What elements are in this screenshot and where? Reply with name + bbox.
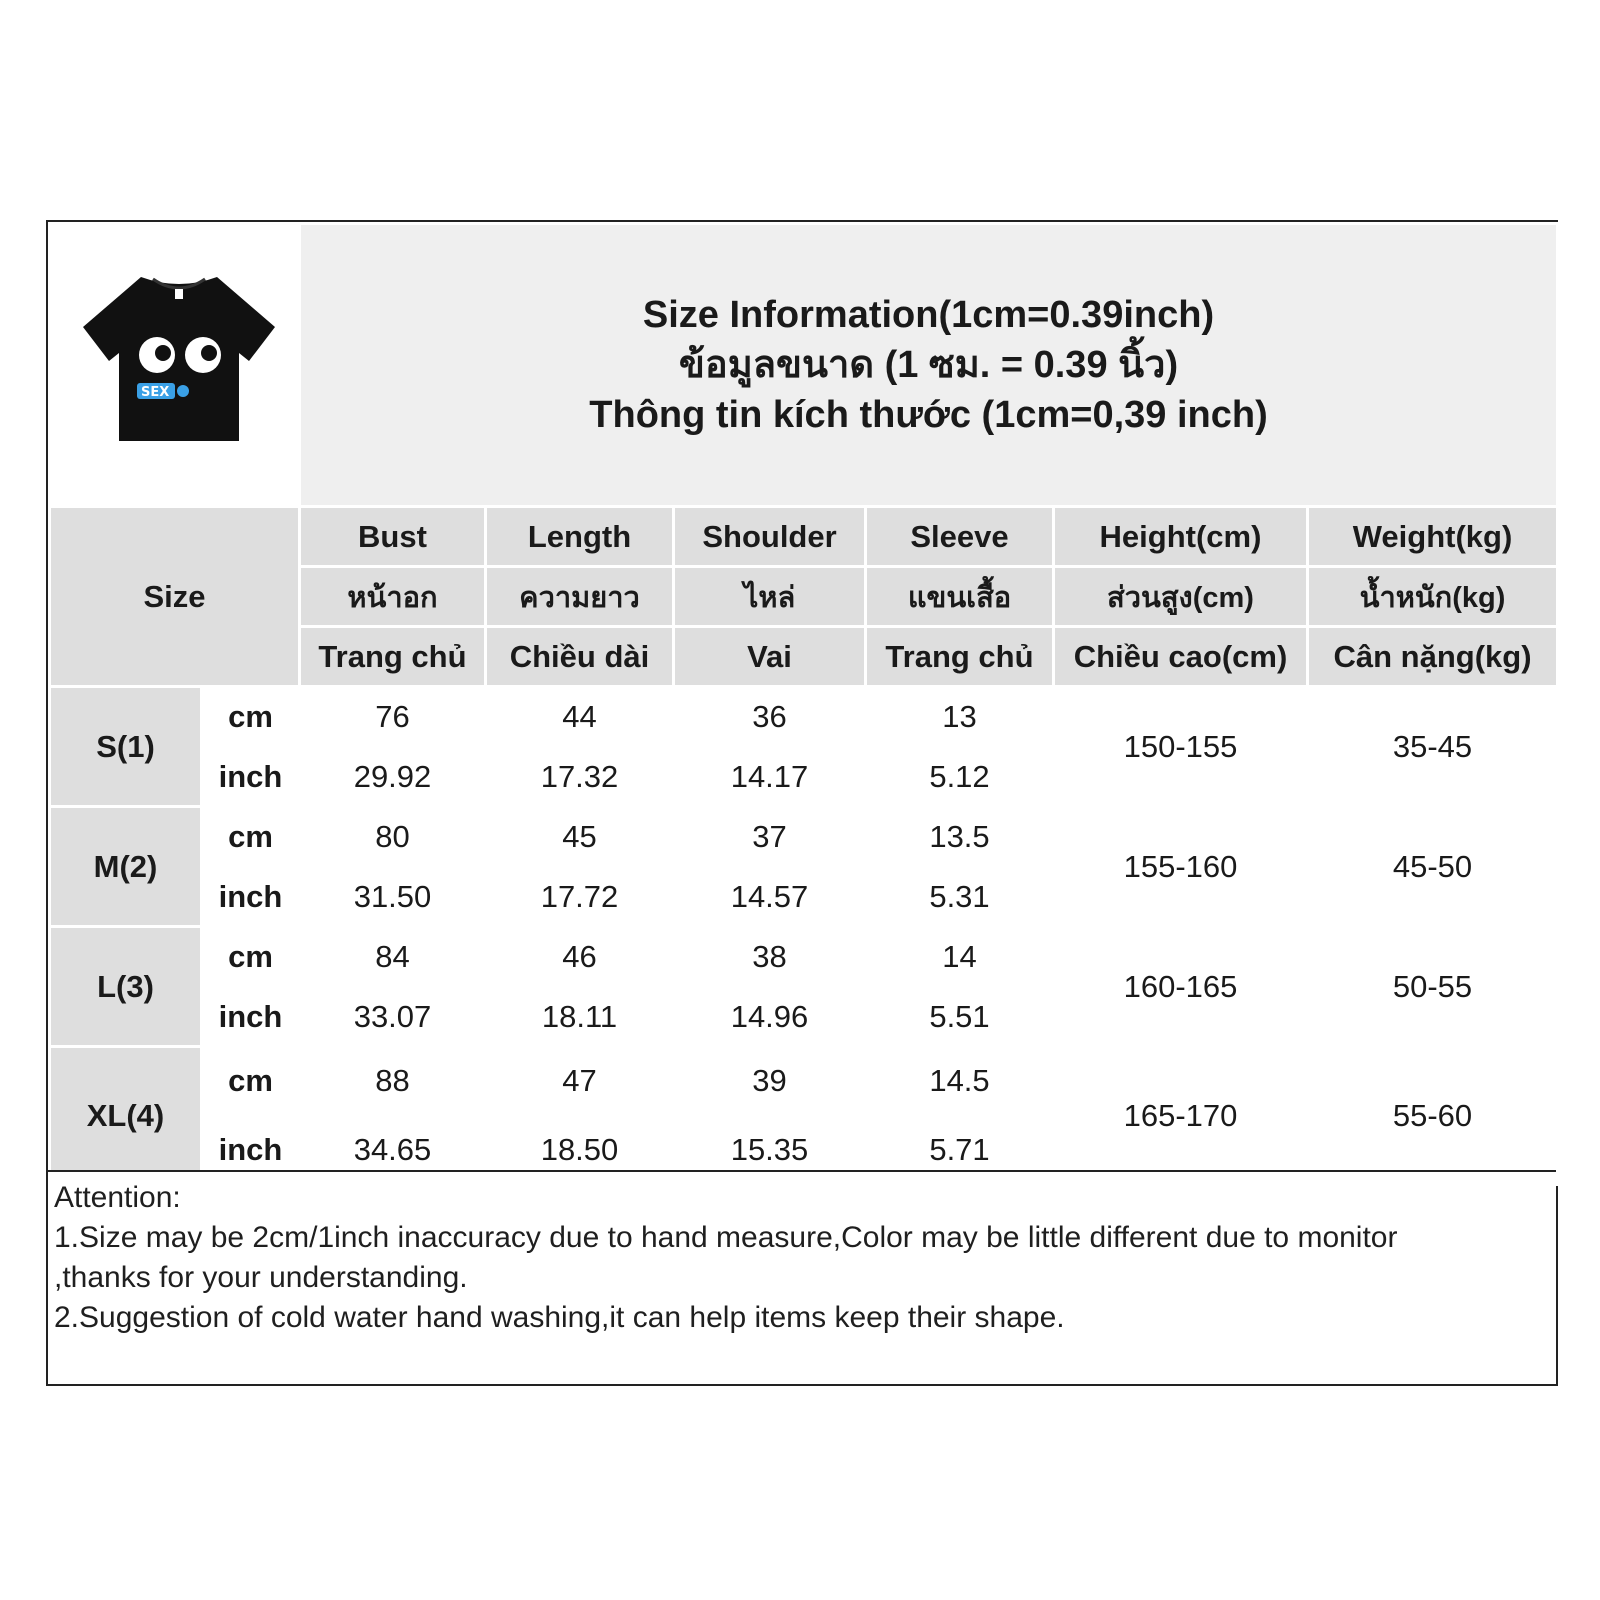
header-sleeve-vi: Trang chủ [866,627,1054,687]
weight-range: 50-55 [1308,927,1558,1047]
header-weight-vi: Cân nặng(kg) [1308,627,1558,687]
header-weight-en: Weight(kg) [1308,507,1558,567]
table-cell: 29.92 [300,747,486,807]
notes-line-3: 2.Suggestion of cold water hand washing,it can help items keep their shape. [54,1301,1065,1334]
size-name-l: L(3) [50,927,202,1047]
weight-range: 45-50 [1308,807,1558,927]
table-cell: 47 [486,1047,674,1116]
header-weight-th: น้ำหนัก(kg) [1308,567,1558,627]
header-sleeve-en: Sleeve [866,507,1054,567]
table-cell: 33.07 [300,987,486,1047]
chart-title [300,224,1558,507]
unit-inch: inch [202,867,300,927]
size-name-m: M(2) [50,807,202,927]
product-photo [50,224,300,507]
title-english: Size Information(1cm=0.39inch) [642,294,1215,336]
header-height-en: Height(cm) [1054,507,1308,567]
unit-cm: cm [202,927,300,987]
table-cell: 13 [866,687,1054,747]
header-bust-en: Bust [300,507,486,567]
header-length-vi: Chiều dài [486,627,674,687]
unit-cm: cm [202,687,300,747]
header-shoulder-vi: Vai [674,627,866,687]
size-name-xl: XL(4) [50,1047,202,1185]
table-cell: 76 [300,687,486,747]
unit-cm: cm [202,807,300,867]
size-chart-sheet [46,220,1558,1386]
table-cell: 31.50 [300,867,486,927]
table-cell: 14.57 [674,867,866,927]
table-cell: 36 [674,687,866,747]
header-bust-th: หน้าอก [300,567,486,627]
height-range: 150-155 [1054,687,1308,807]
height-range: 155-160 [1054,807,1308,927]
header-shoulder-th: ไหล่ [674,567,866,627]
header-height-vi: Chiều cao(cm) [1054,627,1308,687]
table-cell: 37 [674,807,866,867]
table-cell: 15.35 [674,1116,866,1185]
height-range: 165-170 [1054,1047,1308,1185]
notes-line-1: 1.Size may be 2cm/1inch inaccuracy due to hand measure,Color may be little different due to monitor [54,1221,1398,1254]
table-cell: 5.51 [866,987,1054,1047]
table-cell: 44 [486,687,674,747]
table-cell: 14.5 [866,1047,1054,1116]
height-range: 160-165 [1054,927,1308,1047]
weight-range: 35-45 [1308,687,1558,807]
notes-line-2: ,thanks for your understanding. [54,1261,468,1294]
table-cell: 14.96 [674,987,866,1047]
header-bust-vi: Trang chủ [300,627,486,687]
table-cell: 5.71 [866,1116,1054,1185]
header-sleeve-th: แขนเสื้อ [866,567,1054,627]
weight-range: 55-60 [1308,1047,1558,1185]
title-vietnamese: Thông tin kích thước (1cm=0,39 inch) [589,394,1268,436]
table-cell: 39 [674,1047,866,1116]
notes-heading: Attention: [54,1181,181,1214]
size-table [48,222,1559,1186]
table-cell: 46 [486,927,674,987]
unit-inch: inch [202,747,300,807]
header-shoulder-en: Shoulder [674,507,866,567]
table-cell: 14 [866,927,1054,987]
title-thai: ข้อมูลขนาด (1 ซม. = 0.39 นิ้ว) [678,344,1179,386]
tshirt-eyes-icon [79,269,279,449]
table-cell: 38 [674,927,866,987]
table-cell: 13.5 [866,807,1054,867]
attention-notes [48,1170,1556,1384]
table-cell: 17.32 [486,747,674,807]
table-cell: 45 [486,807,674,867]
table-cell: 18.11 [486,987,674,1047]
unit-inch: inch [202,987,300,1047]
table-cell: 80 [300,807,486,867]
table-cell: 17.72 [486,867,674,927]
table-cell: 18.50 [486,1116,674,1185]
table-cell: 84 [300,927,486,987]
header-length-th: ความยาว [486,567,674,627]
size-name-s: S(1) [50,687,202,807]
unit-cm: cm [202,1047,300,1116]
table-cell: 5.31 [866,867,1054,927]
tshirt-print-text: SEX [141,385,170,400]
header-height-th: ส่วนสูง(cm) [1054,567,1308,627]
table-cell: 5.12 [866,747,1054,807]
table-cell: 14.17 [674,747,866,807]
table-cell: 34.65 [300,1116,486,1185]
unit-inch: inch [202,1116,300,1185]
size-header: Size [50,507,300,687]
header-length-en: Length [486,507,674,567]
table-cell: 88 [300,1047,486,1116]
